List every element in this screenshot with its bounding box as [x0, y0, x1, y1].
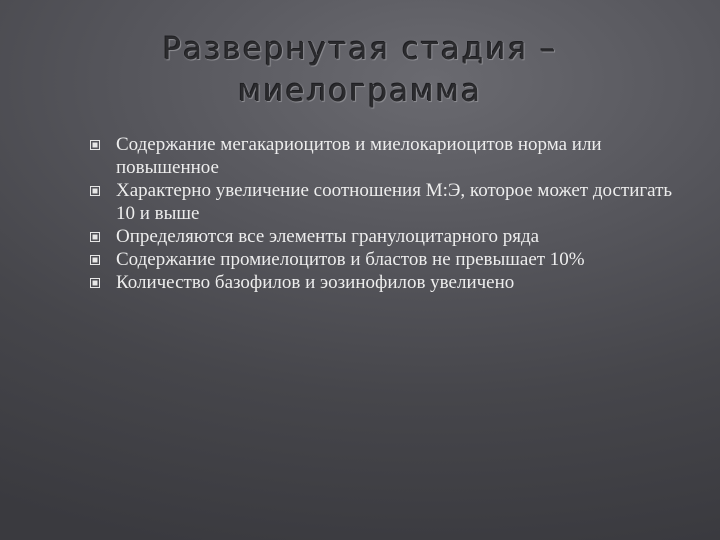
bullet-text: Содержание промиелоцитов и бластов не превышает 10%: [116, 249, 585, 270]
square-bullet-icon: [90, 278, 100, 288]
square-bullet-icon: [90, 186, 100, 196]
title-line-2: миелограмма: [237, 73, 483, 109]
bullet-item: [90, 248, 680, 271]
bullet-item: [90, 179, 680, 225]
bullet-list: [90, 133, 680, 294]
title-line-1: Развернутая стадия –: [162, 31, 558, 67]
bullet-item: [90, 271, 680, 294]
square-bullet-icon: [90, 232, 100, 242]
bullet-item: [90, 225, 680, 248]
bullet-item: [90, 133, 680, 179]
bullet-text: Характерно увеличение соотношения М:Э, которое может достигать 10 и выше: [116, 180, 673, 224]
square-bullet-icon: [90, 140, 100, 150]
slide-title: [120, 28, 600, 112]
bullet-text: Определяются все элементы гранулоцитарного ряда: [116, 226, 540, 247]
bullet-text: Содержание мегакариоцитов и миелокариоцитов норма или повышенное: [116, 134, 602, 178]
bullet-text: Количество базофилов и эозинофилов увеличено: [116, 272, 515, 293]
square-bullet-icon: [90, 255, 100, 265]
